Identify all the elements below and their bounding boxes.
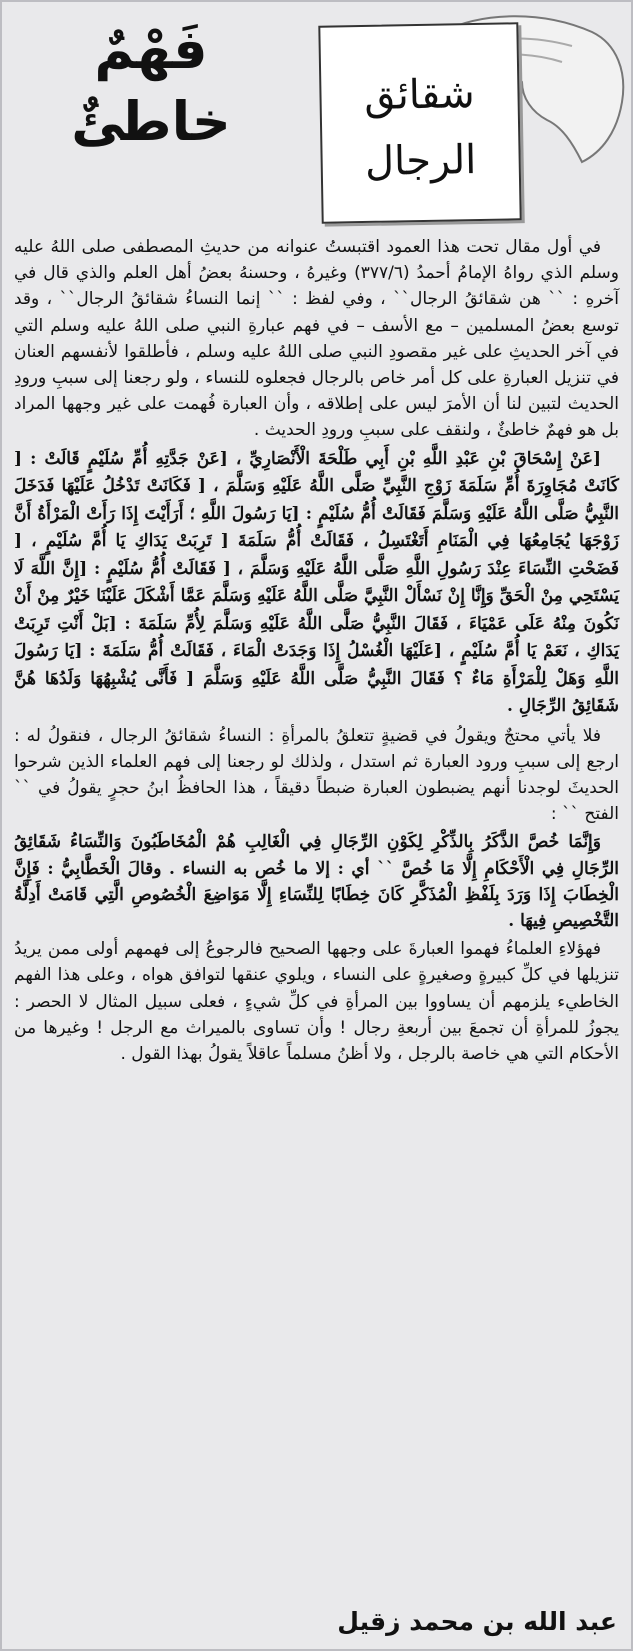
article-body <box>14 234 619 1069</box>
intro-paragraph: في أول مقال تحت هذا العمود اقتبستُ عنوانه من حديثِ المصطفى صلى اللهُ عليه وسلم الذي رواهُ الإمامُ أحمدُ (٣٧٧/٦) وغيرهُ ، وحسنهُ بعضُ أهل العلم والذي قال في آخرهِ : `` هن شقائقُ الرجال`` ، وفي لفظ : `` إنما النساءُ شقائقُ الرجال`` ، وقد توسع بعضُ المسلمين – مع الأسف – في فهم عبارةِ النبي صلى اللهُ عليه وسلم التي في آخر الحديثِ على غير مقصودِ النبي صلى اللهُ عليه وسلم ، فأطلقوا لأنفسهم العنان في تنزيل العبارةِ على كل أمر خاص بالرجال فجعلوه للنساء ، ولو رجعنا إلى سببِ ورودِ الحديث لتبين لنا أن الأمرَ ليس على إطلاقه ، وأن العبارة فُهمت على غير وجهها المراد بل هو فهمٌ خاطئٌ ، ولنقف على سببِ ورودِ الحديث . <box>14 237 619 441</box>
author-signature: عبد الله بن محمد زقيل <box>337 1607 617 1636</box>
scholar-quote: وَإِنَّمَا خُصَّ الذَّكَرُ بِالذِّكْرِ لِكَوْنِ الرِّجَالِ فِي الْغَالِبِ هُمْ الْمُخَاطَبُونَ وَالنِّسَاءُ شَقَائِقُ الرِّجَالِ فِي الْأَحْكَامِ إِلَّا مَا خُصَّ `` أي : إلا ما خُص به النساء . وقالَ الْخَطَّابِيُّ : فَإِنَّ الْخِطَابَ إِذَا وَرَدَ بِلَفْظِ الْمُذَكَّرِ كَانَ خِطَابًا لِلنِّسَاءِ إِلَّا مَوَاضِعَ الْخُصُوصِ الَّتِي قَامَتْ أَدِلَّةُ التَّخْصِيصِ فِيهَا . <box>14 832 619 932</box>
column-name-line-2: الرجال <box>364 137 477 185</box>
column-name-card <box>318 22 521 223</box>
conclusion-paragraph: فهؤلاءِ العلماءُ فهموا العبارةَ على وجهها الصحيح فالرجوعُ إلى فهمهم أولى ممن يريدُ تنزيلها في كلِّ كبيرةٍ وصغيرةٍ على النساء ، ويلوي عنقها لتوافق هواه ، وعلى هذا الفهم الخاطيء يلزمهم أن يساووا بين المرأةِ في كلِّ شيءٍ ، فعلى سبيل المثال لا الحصر : يجوزُ للمرأةِ أن تجمعَ بين أربعةِ رجال ! وأن تساوى بالميراث مع الرجل ! وغيرها من الأحكام التي هي خاصة بالرجل ، ولا أظنُ مسلماً عاقلاً يقولُ بهذا القول . <box>14 939 619 1065</box>
article-title <box>26 14 276 158</box>
title-line-2: خاطئٌ <box>71 90 231 153</box>
title-line-1: فَهْمٌ <box>94 18 208 81</box>
argument-paragraph: فلا يأتي محتجٌ ويقولُ في قضيةٍ تتعلقُ بالمرأةِ : النساءُ شقائقُ الرجال ، فنقولُ له : ارجع إلى سببِ ورود العبارة ثم استدل ، ولذلك لو رجعنا إلى فهم العلماء الذين شرحوا الحديثَ لوجدنا أنهم يضبطون العبارة ضبطاً دقيقاً ، هذا الحافظُ ابنُ حجرٍ يقولُ في `` الفتح `` : <box>14 725 619 825</box>
column-header <box>2 2 631 228</box>
column-name-line-1: شقائق <box>363 71 476 119</box>
hadith-text: [عَنْ إِسْحَاقَ بْنِ عَبْدِ اللَّهِ بْنِ أَبِي طَلْحَةَ الْأَنْصَارِيِّ ، [عَنْ جَدَّتِهِ أُمِّ سُلَيْمٍ قَالَتْ : [ كَانَتْ مُجَاوِرَةَ أُمِّ سَلَمَةَ زَوْجِ النَّبِيِّ صَلَّى اللَّهُ عَلَيْهِ وَسَلَّمَ ، [ فَكَانَتْ تَدْخُلُ عَلَيْهَا فَدَخَلَ النَّبِيُّ صَلَّى اللَّهُ عَلَيْهِ وَسَلَّمَ فَقَالَتْ أُمُّ سُلَيْمٍ : [يَا رَسُولَ اللَّهِ ؛ أَرَأَيْتَ إِذَا رَأَتْ الْمَرْأَةُ أَنَّ زَوْجَهَا يُجَامِعُهَا فِي الْمَنَامِ أَتَغْتَسِلُ ، فَقَالَتْ أُمُّ سَلَمَةَ [ تَرِبَتْ يَدَاكِ يَا أُمَّ سُلَيْمٍ ، [ فَضَحْتِ النِّسَاءَ عِنْدَ رَسُولِ اللَّهِ صَلَّى اللَّهُ عَلَيْهِ وَسَلَّمَ ، [ فَقَالَتْ أُمُّ سُلَيْمٍ : [إِنَّ اللَّهَ لَا يَسْتَحِي مِنْ الْحَقِّ وَإِنَّا إِنْ نَسْأَلْ النَّبِيَّ صَلَّى اللَّهُ عَلَيْهِ وَسَلَّمَ عَمَّا أَشْكَلَ عَلَيْنَا خَيْرٌ مِنْ أَنْ نَكُونَ مِنْهُ عَلَى عَمْيَاءَ ، فَقَالَ النَّبِيُّ صَلَّى اللَّهُ عَلَيْهِ وَسَلَّمَ لِأُمِّ سَلَمَةَ : [بَلْ أَنْتِ تَرِبَتْ يَدَاكِ ، نَعَمْ يَا أُمَّ سُلَيْمٍ ، [عَلَيْهَا الْغُسْلُ إِذَا وَجَدَتْ الْمَاءَ ، فَقَالَتْ أُمُّ سَلَمَةَ : [يَا رَسُولَ اللَّهِ وَهَلْ لِلْمَرْأَةِ مَاءٌ ؟ فَقَالَ النَّبِيُّ صَلَّى اللَّهُ عَلَيْهِ وَسَلَّمَ [ فَأَنَّى يُشْبِهُهَا وَلَدُهَا هُنَّ شَقَائِقُ الرِّجَالِ . <box>14 448 619 717</box>
